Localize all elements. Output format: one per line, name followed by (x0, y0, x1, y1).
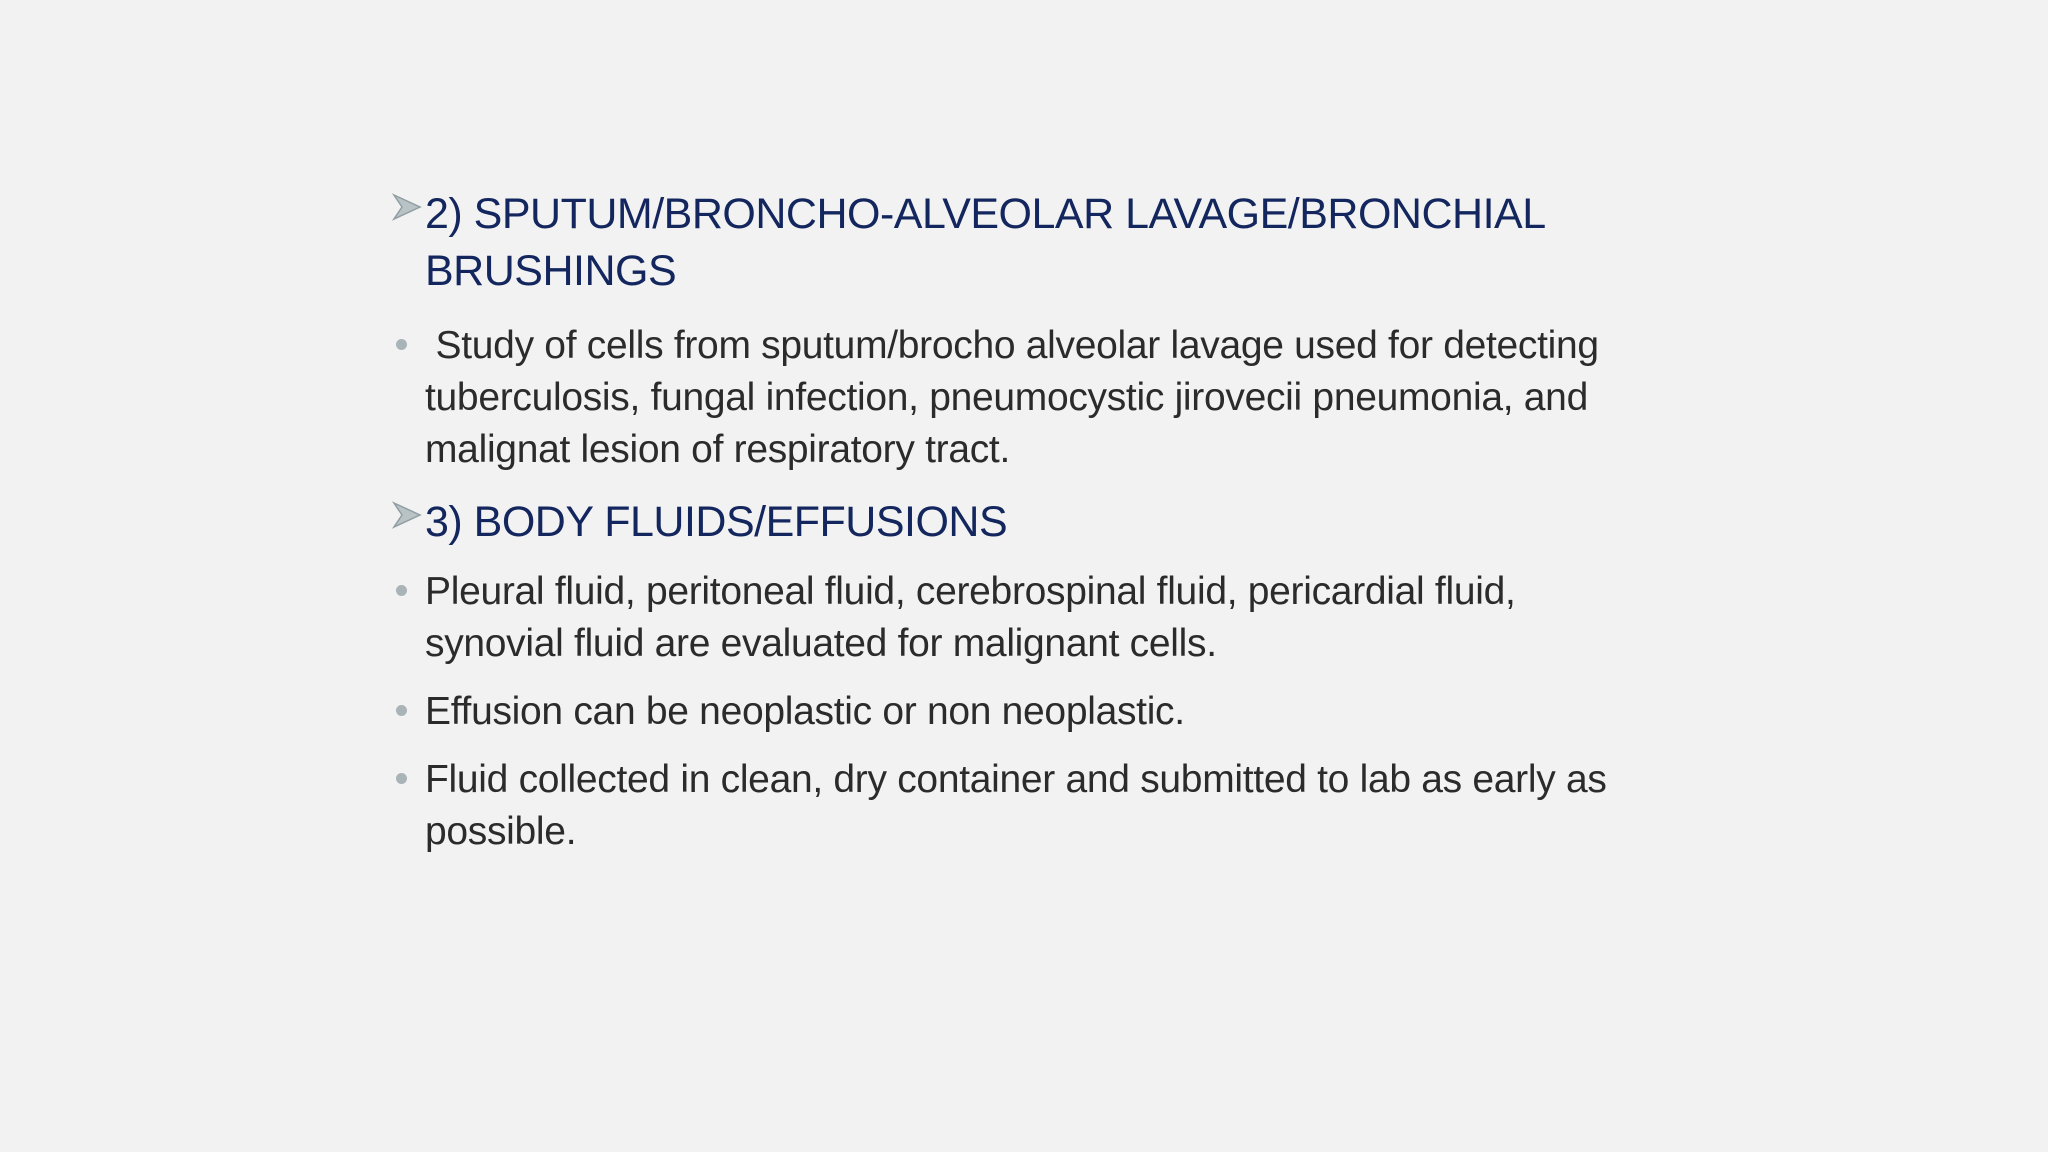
bullet-dot-icon (396, 773, 407, 784)
arrow-bullet-icon (392, 192, 422, 222)
bullet-item (392, 566, 1662, 670)
arrow-bullet-icon (392, 500, 422, 530)
bullet-item (392, 320, 1662, 476)
heading-text: 2) SPUTUM/BRONCHO-ALVEOLAR LAVAGE/BRONCHIAL BRUSHINGS (425, 190, 1545, 295)
bullet-dot-icon (396, 705, 407, 716)
section-heading-body-fluids (392, 494, 1662, 551)
bullet-item (392, 686, 1662, 738)
slide-content (392, 186, 1662, 858)
heading-text: 3) BODY FLUIDS/EFFUSIONS (425, 498, 1008, 546)
bullet-dot-icon (396, 585, 407, 596)
section-heading-sputum (392, 186, 1662, 300)
bullet-text: Study of cells from sputum/brocho alveolar lavage used for detecting tuberculosis, fungal infection, pneumocystic jirovecii pneumonia, and malignat lesion of respiratory tract. (425, 324, 1610, 471)
bullet-dot-icon (396, 339, 407, 350)
bullet-item (392, 754, 1662, 858)
bullet-text: Pleural fluid, peritoneal fluid, cerebrospinal fluid, pericardial fluid, synovial fluid are evaluated for malignant cells. (425, 570, 1516, 665)
bullet-text: Fluid collected in clean, dry container and submitted to lab as early as possible. (425, 758, 1607, 853)
bullet-text: Effusion can be neoplastic or non neoplastic. (425, 690, 1185, 733)
